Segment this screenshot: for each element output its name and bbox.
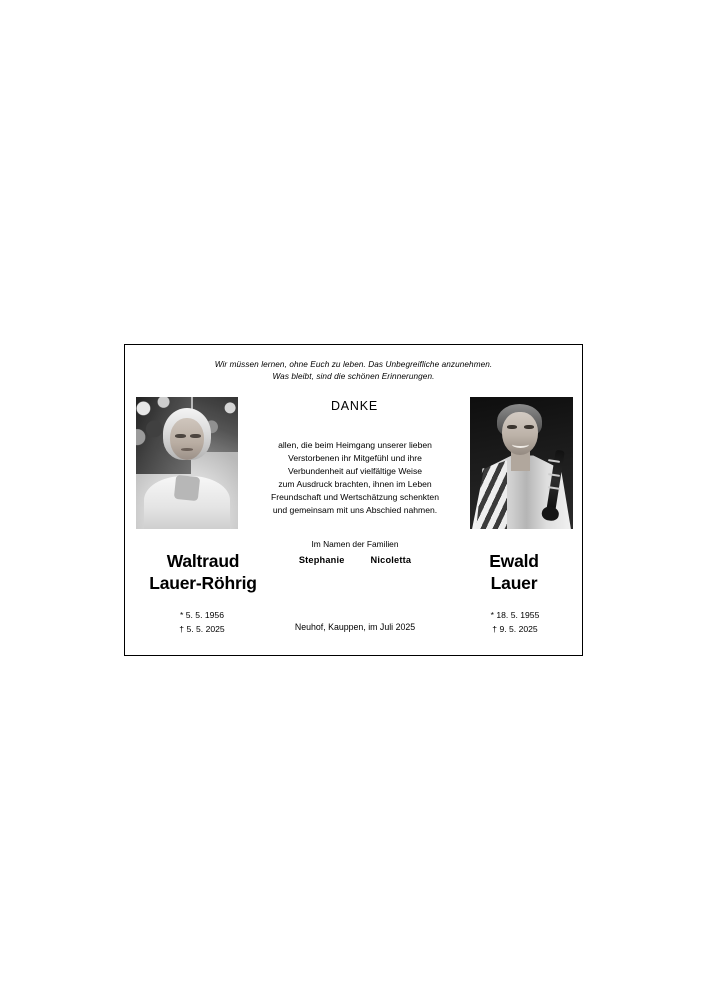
danke-heading: DANKE — [330, 399, 379, 413]
portrait-right-smile — [512, 441, 528, 448]
portrait-right-eye-right — [524, 425, 534, 429]
portrait-right-eye-left — [507, 425, 517, 429]
deceased-left-last-name: Lauer-Röhrig — [149, 572, 257, 593]
thanks-paragraph — [238, 439, 472, 517]
deceased-left-death-date: † 5. 5. 2025 — [179, 623, 225, 634]
deceased-right-name — [449, 551, 579, 595]
deceased-left-birth-date: * 5. 5. 1956 — [180, 610, 224, 620]
thanks-line-6: und gemeinsam mit uns Abschied nahmen. — [272, 505, 438, 516]
deceased-right-birth-date: * 18. 5. 1955 — [490, 610, 540, 620]
portrait-photo-right — [470, 397, 573, 529]
portrait-left-eye-right — [190, 434, 201, 438]
thanks-line-4: zum Ausdruck brachten, ihnen im Leben — [278, 479, 432, 490]
deceased-right-death-date: † 9. 5. 2025 — [492, 623, 538, 634]
portrait-left-eye-left — [175, 434, 186, 438]
place-and-date: Neuhof, Kauppen, im Juli 2025 — [294, 622, 416, 632]
thanks-line-5: Freundschaft und Wertschätzung schenkten — [271, 492, 439, 503]
portrait-right-face — [502, 412, 538, 456]
motto-text — [125, 359, 582, 383]
deceased-right-last-name: Lauer — [490, 572, 538, 593]
family-name-2: Nicoletta — [370, 555, 412, 565]
in-the-name-of-label: Im Namen der Familien — [311, 539, 399, 549]
family-name-1: Stephanie — [298, 555, 345, 565]
thanks-line-1: allen, die beim Heimgang unserer lieben — [278, 440, 432, 450]
thanks-line-3: Verbundenheit auf vielfältige Weise — [287, 466, 423, 477]
deceased-left-first-name: Waltraud — [166, 551, 240, 571]
portrait-left-collar — [174, 475, 201, 501]
deceased-left-name — [129, 551, 277, 595]
motto-line-1: Wir müssen lernen, ohne Euch zu leben. Das Unbegreifliche anzunehmen. — [214, 360, 493, 369]
thanks-line-2: Verstorbenen ihr Mitgefühl und ihre — [288, 453, 422, 464]
portrait-photo-left — [136, 397, 238, 529]
motto-line-2: Was bleibt, sind die schönen Erinnerungen. — [272, 371, 435, 381]
deceased-right-dates — [455, 609, 575, 637]
obituary-notice-card — [124, 344, 583, 656]
deceased-right-first-name: Ewald — [489, 551, 539, 571]
